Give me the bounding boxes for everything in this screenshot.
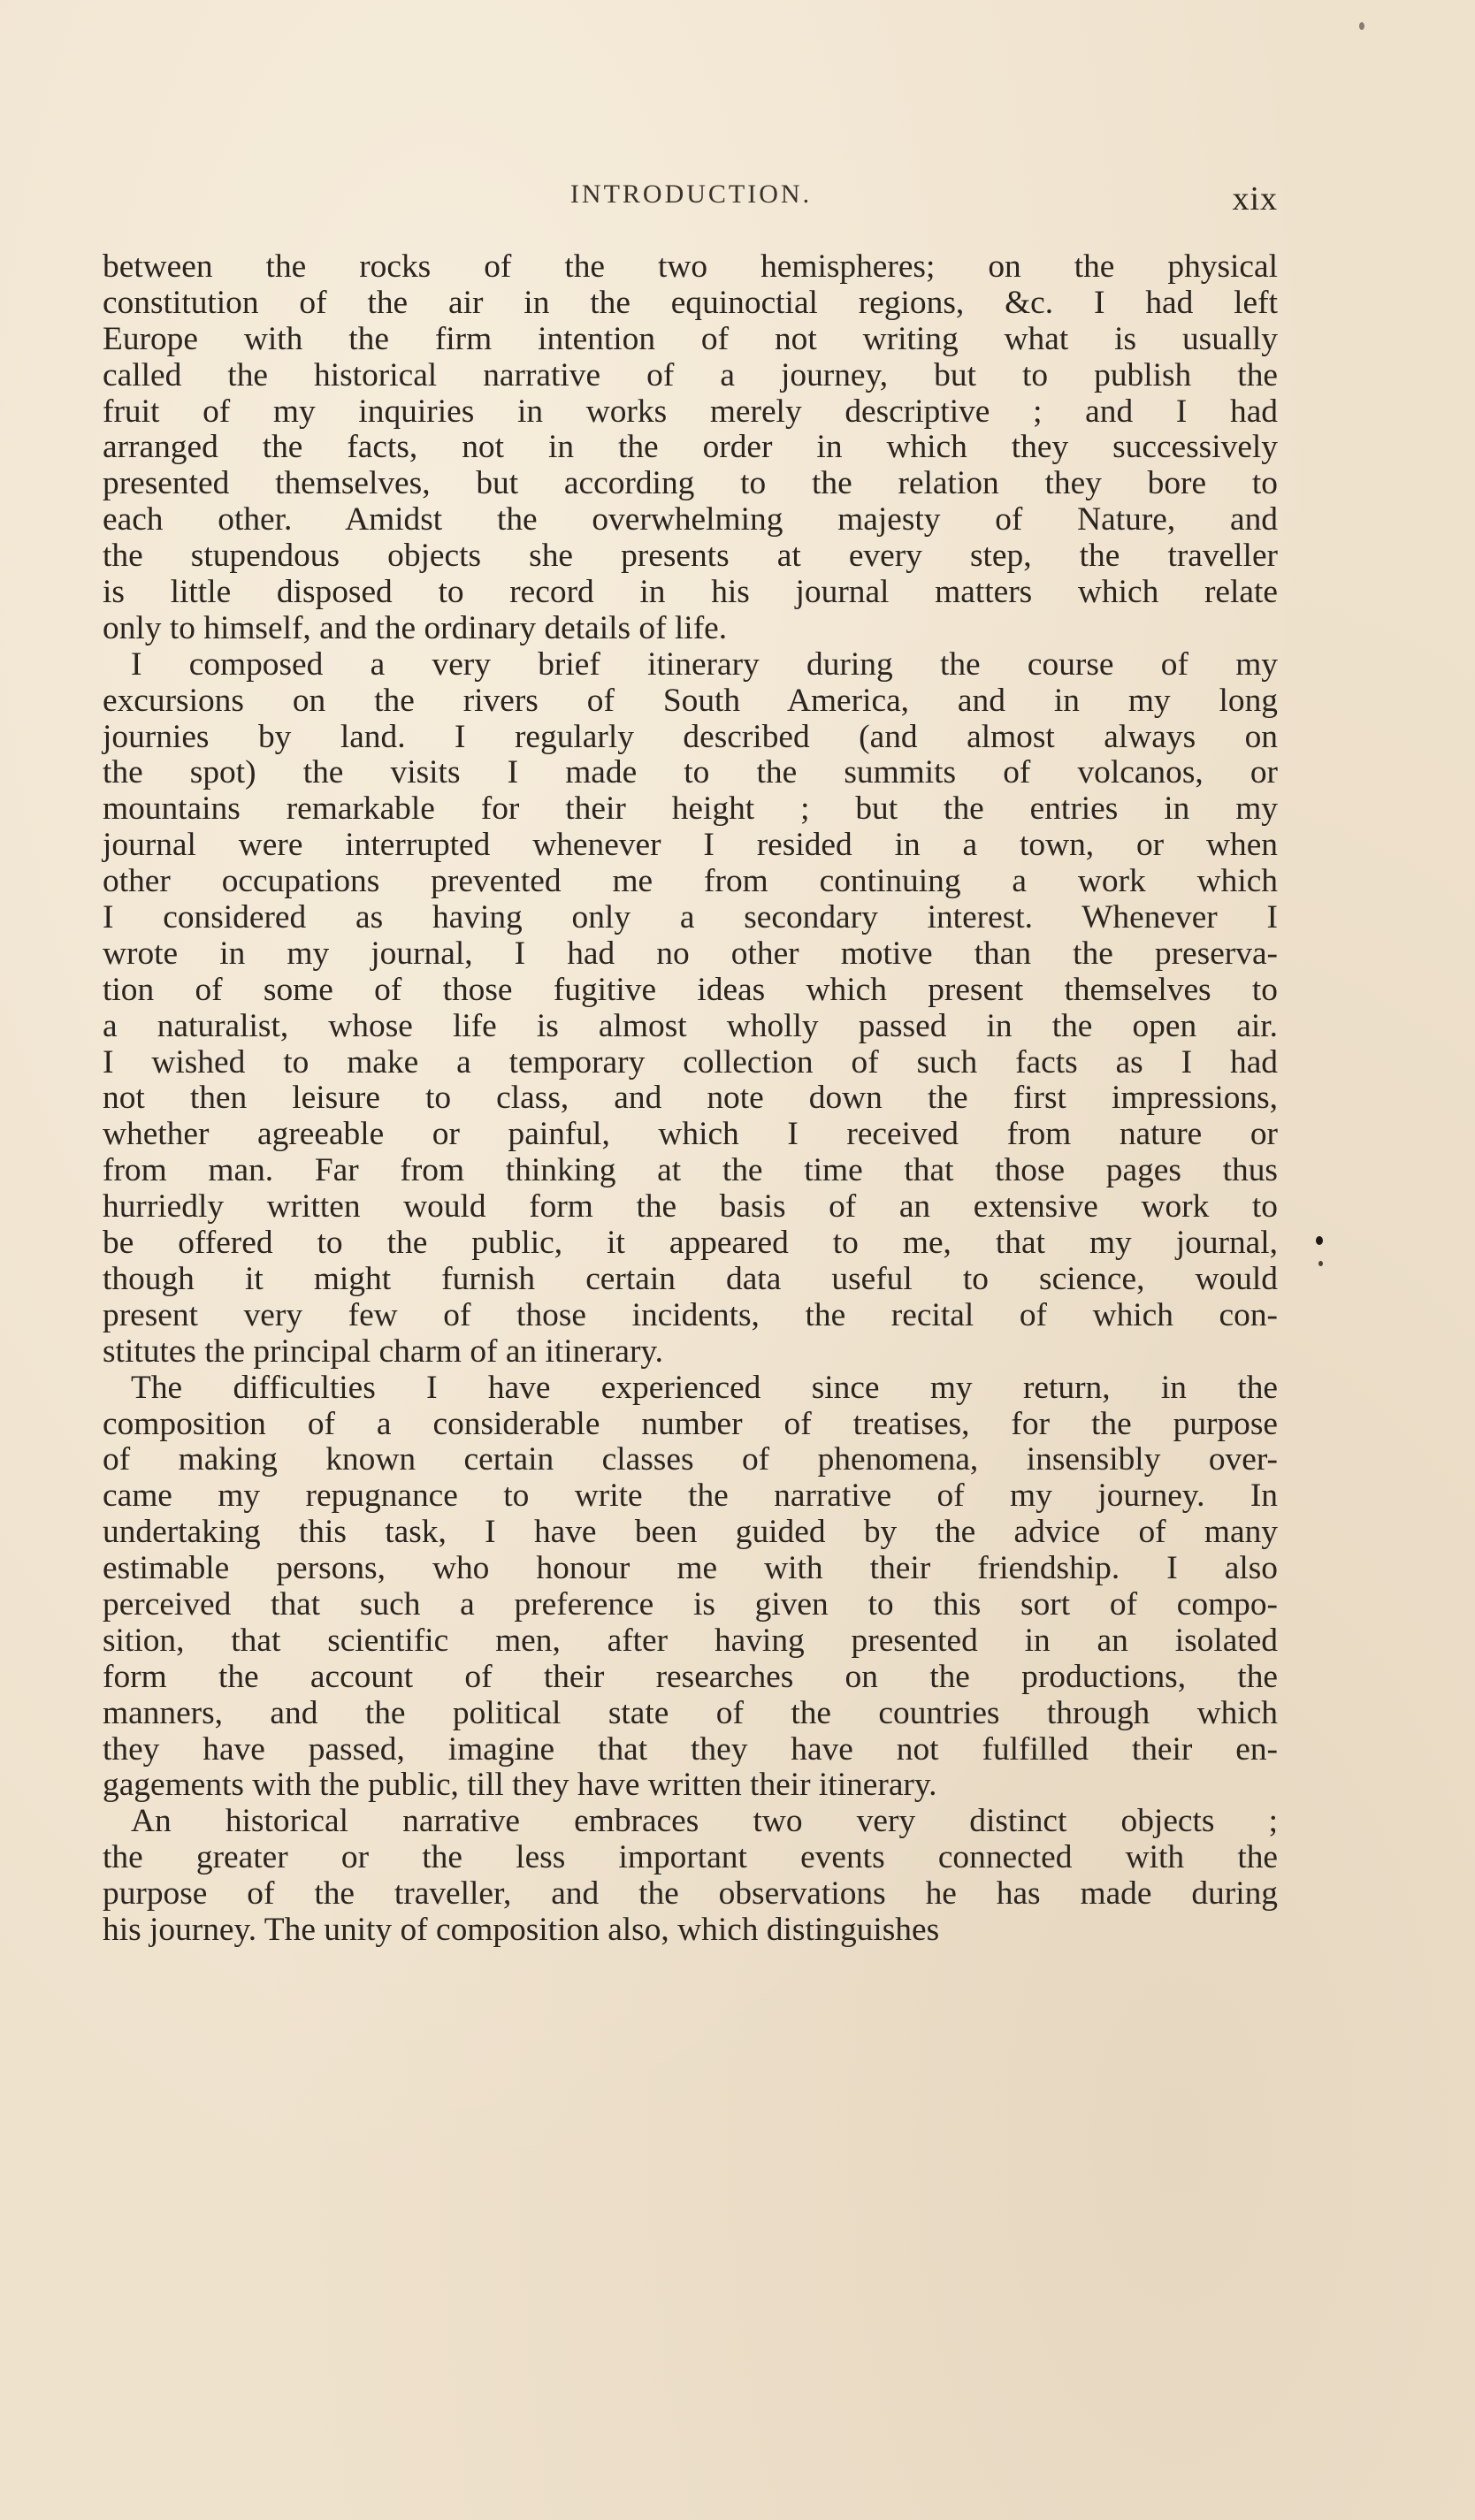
- text-line: mountains remarkable for their height ; but the entries in my: [103, 790, 1278, 828]
- text-line: sition, that scientific men, after having presented in an isolated: [103, 1622, 1278, 1659]
- text-line: I considered as having only a secondary interest. Whenever I: [103, 899, 1278, 936]
- text-line: excursions on the rivers of South America, and in my long: [103, 682, 1278, 719]
- text-line: fruit of my inquiries in works merely descriptive ; and I had: [103, 393, 1278, 430]
- text-line: wrote in my journal, I had no other motive than the preserva-: [103, 935, 1278, 972]
- text-line: from man. Far from thinking at the time that those pages thus: [103, 1152, 1278, 1189]
- text-line: presented themselves, but according to the relation they bore to: [103, 465, 1278, 502]
- text-line: manners, and the political state of the countries through which: [103, 1694, 1278, 1731]
- text-line: the greater or the less important events connected with the: [103, 1839, 1278, 1876]
- text-line: I composed a very brief itinerary during the course of my: [131, 645, 1278, 683]
- text-line: perceived that such a preference is given to this sort of compo-: [103, 1585, 1278, 1623]
- ink-speck: [1359, 22, 1364, 30]
- text-line: other occupations prevented me from continuing a work which: [103, 863, 1278, 900]
- text-line: An historical narrative embraces two very distinct objects ;: [131, 1803, 1278, 1840]
- text-line: tion of some of those fugitive ideas which present themselves to: [103, 971, 1278, 1008]
- text-line: the spot) the visits I made to the summits of volcanos, or: [103, 754, 1278, 791]
- text-line: they have passed, imagine that they have not fulfilled their en-: [103, 1730, 1278, 1768]
- text-line: constitution of the air in the equinoctial regions, &c. I had left: [103, 284, 1278, 321]
- text-line: hurriedly written would form the basis of an extensive work to: [103, 1188, 1278, 1226]
- text-line: form the account of their researches on the productions, the: [103, 1658, 1278, 1695]
- text-line: of making known certain classes of phenomena, insensibly over-: [103, 1441, 1278, 1478]
- text-line: Europe with the firm intention of not writing what is usually: [103, 320, 1278, 357]
- text-line: purpose of the traveller, and the observations he has made during: [103, 1875, 1278, 1913]
- text-line: The difficulties I have experienced since my return, in the: [131, 1369, 1278, 1406]
- ink-speck: [1316, 1236, 1323, 1245]
- text-line: estimable persons, who honour me with their friendship. I also: [103, 1550, 1278, 1587]
- text-line: between the rocks of the two hemispheres; on the physical: [103, 248, 1278, 285]
- text-line: though it might furnish certain data useful to science, would: [103, 1260, 1278, 1297]
- text-line: present very few of those incidents, the recital of which con-: [103, 1296, 1278, 1333]
- text-line: stitutes the principal charm of an itinerary.: [103, 1333, 664, 1370]
- text-line: journal were interrupted whenever I resided in a town, or when: [103, 827, 1278, 864]
- text-line: called the historical narrative of a journey, but to publish the: [103, 356, 1278, 393]
- ink-speck: [1318, 1261, 1323, 1266]
- text-line: not then leisure to class, and note down the first impressions,: [103, 1080, 1278, 1117]
- text-line: undertaking this task, I have been guided by the advice of many: [103, 1514, 1278, 1551]
- page-header: [104, 179, 1278, 224]
- text-line: arranged the facts, not in the order in which they successively: [103, 429, 1278, 466]
- running-title: INTRODUCTION.: [569, 179, 813, 209]
- text-line: came my repugnance to write the narrative of my journey. In: [103, 1478, 1278, 1515]
- text-line: be offered to the public, it appeared to me, that my journal,: [103, 1225, 1278, 1262]
- text-line: composition of a considerable number of treatises, for the purpose: [103, 1405, 1278, 1442]
- text-line: gagements with the public, till they have written their itinerary.: [103, 1767, 937, 1804]
- text-line: is little disposed to record in his journal matters which relate: [103, 574, 1278, 611]
- text-line: the stupendous objects she presents at every step, the traveller: [103, 538, 1278, 575]
- text-line: each other. Amidst the overwhelming majesty of Nature, and: [103, 501, 1278, 538]
- text-line: whether agreeable or painful, which I received from nature or: [103, 1116, 1278, 1153]
- text-line: only to himself, and the ordinary details of life.: [103, 609, 728, 646]
- text-line: I wished to make a temporary collection of such facts as I had: [103, 1043, 1278, 1081]
- body-text: [103, 249, 1278, 1949]
- page-number: xix: [1232, 180, 1278, 218]
- text-line: his journey. The unity of composition also, which distinguishes: [103, 1911, 940, 1948]
- text-line: a naturalist, whose life is almost wholly passed in the open air.: [103, 1007, 1278, 1044]
- text-line: journies by land. I regularly described (and almost always on: [103, 718, 1278, 755]
